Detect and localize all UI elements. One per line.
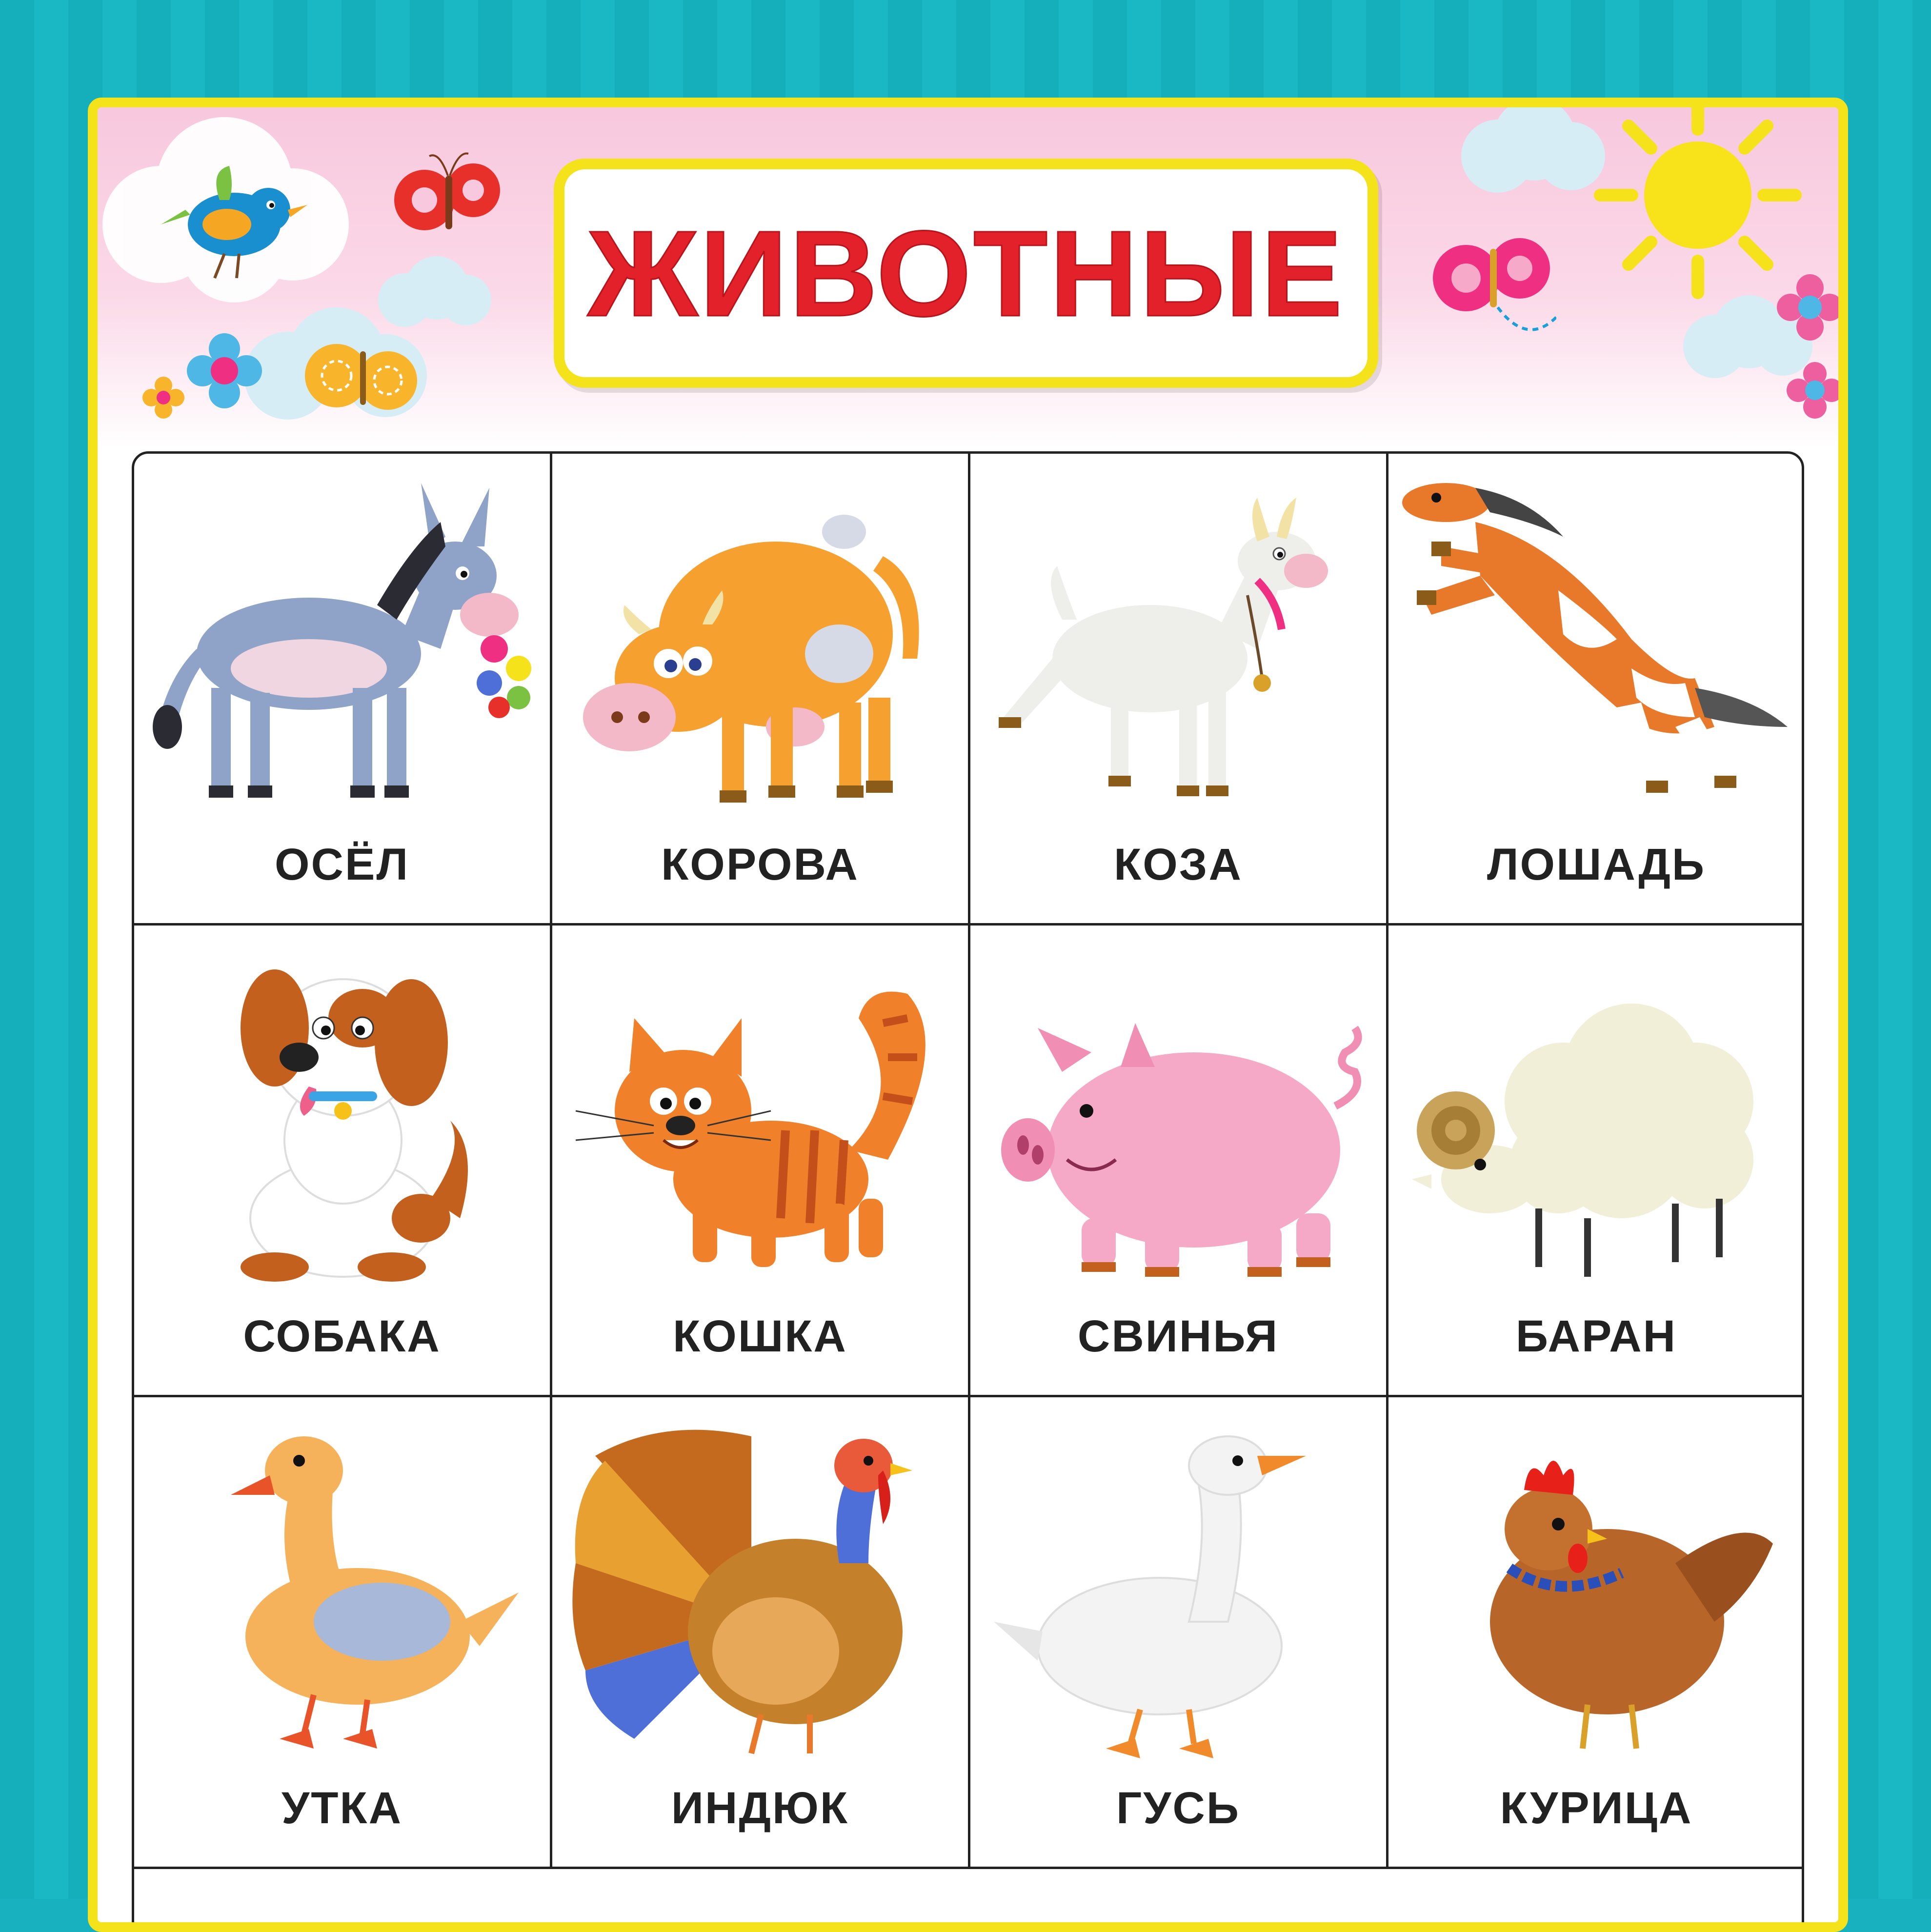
- animal-card-chicken[interactable]: [1388, 1397, 1804, 1869]
- animal-label: КОРОВА: [661, 840, 859, 889]
- chicken-icon: [1402, 1417, 1792, 1768]
- animal-label: КОЗА: [1114, 840, 1243, 889]
- header: [98, 107, 1838, 449]
- horse-icon: [1402, 473, 1792, 825]
- flower-icon: [1786, 361, 1844, 420]
- sun-icon: [1590, 98, 1805, 302]
- bird-icon: [156, 156, 312, 283]
- animal-card-goose[interactable]: [970, 1397, 1388, 1869]
- animal-label: КОШКА: [673, 1311, 847, 1361]
- goat-icon: [984, 473, 1374, 825]
- cloud-icon: [1454, 98, 1610, 205]
- animal-label: ЛОШАДЬ: [1487, 840, 1706, 889]
- animal-card-donkey[interactable]: [134, 454, 552, 926]
- butterfly-icon: [390, 146, 507, 244]
- animal-label: УТКА: [281, 1783, 403, 1833]
- butterfly-icon: [302, 317, 420, 424]
- animal-grid: [132, 451, 1804, 1932]
- animal-label: СВИНЬЯ: [1077, 1311, 1279, 1361]
- animal-label: СОБАКА: [243, 1311, 441, 1361]
- grid-row-partial: [134, 1869, 1804, 1932]
- ram-icon: [1402, 945, 1792, 1296]
- animal-card-pig[interactable]: [970, 926, 1388, 1397]
- title-box: [554, 159, 1378, 388]
- butterfly-icon: [1429, 220, 1556, 332]
- animal-label: БАРАН: [1515, 1311, 1677, 1361]
- goose-icon: [984, 1417, 1374, 1768]
- poster: [88, 98, 1848, 1932]
- flower-icon: [1776, 273, 1844, 342]
- animal-card-dog[interactable]: [134, 926, 552, 1397]
- animal-card-turkey[interactable]: [552, 1397, 970, 1869]
- animal-card-cat[interactable]: [552, 926, 970, 1397]
- cat-icon: [566, 945, 956, 1296]
- animal-card-goat[interactable]: [970, 454, 1388, 926]
- cow-icon: [566, 473, 956, 825]
- duck-icon: [148, 1417, 538, 1768]
- animal-card-ram[interactable]: [1388, 926, 1804, 1397]
- page-title: ЖИВОТНЫЕ: [587, 205, 1345, 342]
- animal-label: ОСЁЛ: [274, 840, 410, 889]
- donkey-icon: [148, 473, 538, 825]
- animal-label: ГУСЬ: [1116, 1783, 1240, 1833]
- pig-icon: [984, 945, 1374, 1296]
- animal-card-duck[interactable]: [134, 1397, 552, 1869]
- dog-icon: [148, 945, 538, 1296]
- animal-label: ИНДЮК: [671, 1783, 849, 1833]
- animal-card-horse[interactable]: [1388, 454, 1804, 926]
- animal-label: КУРИЦА: [1500, 1783, 1693, 1833]
- flower-icon: [185, 332, 263, 410]
- animal-card-cow[interactable]: [552, 454, 970, 926]
- turkey-icon: [566, 1417, 956, 1768]
- flower-icon: [141, 376, 185, 420]
